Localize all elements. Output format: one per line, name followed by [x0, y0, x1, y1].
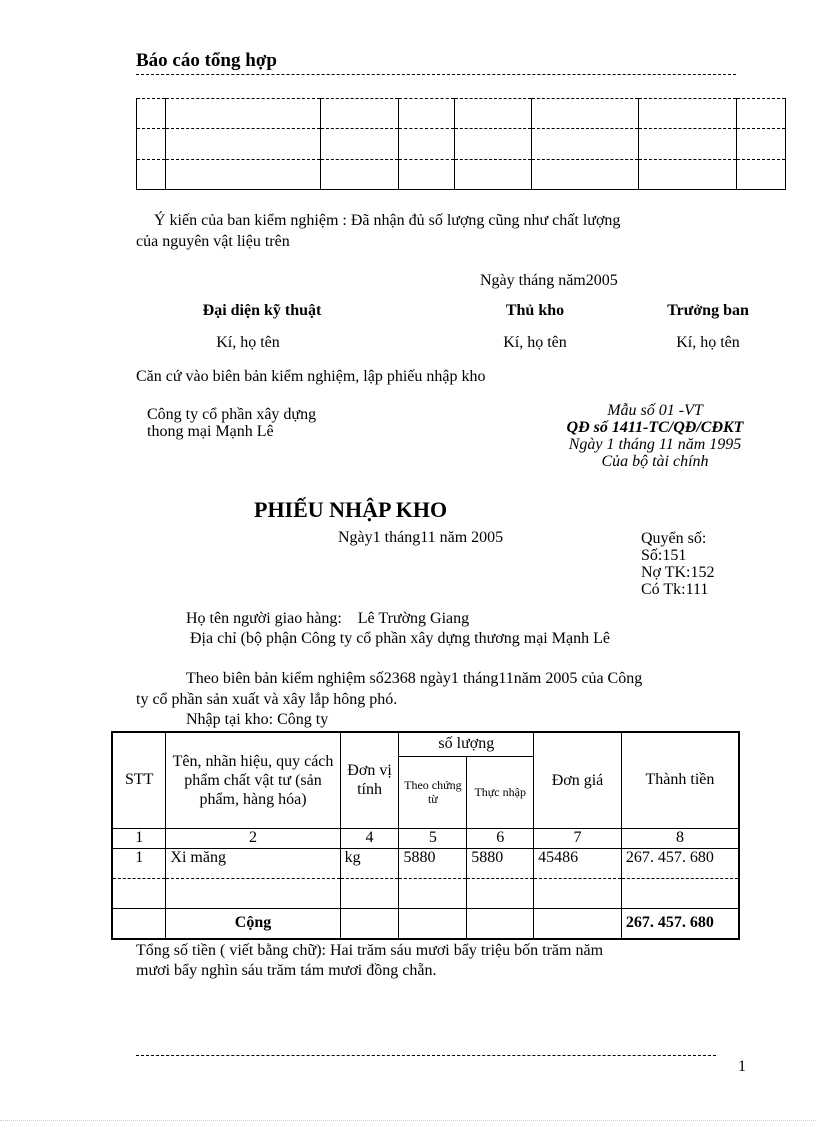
row-price: 45486: [534, 848, 622, 878]
form-number-line-3: Ngày 1 tháng 11 năm 1995: [568, 436, 742, 453]
receipt-title: PHIẾU NHẬP KHO: [254, 497, 448, 522]
header-unit: Đơn vị tính: [340, 732, 399, 828]
company-line-2: thong mại Mạnh Lê: [147, 423, 274, 440]
table-row: [112, 878, 739, 908]
deliverer-name: [186, 608, 469, 629]
col-number: 5: [399, 828, 467, 848]
form-number-line-2: QĐ số 1411-TC/QĐ/CĐKT: [566, 419, 744, 436]
signature-note-technical: Kí, họ tên: [216, 334, 280, 351]
total-label: Cộng: [166, 908, 340, 939]
credit-account: Có Tk:111: [641, 581, 709, 598]
form-number-line-4: Của bộ tài chính: [601, 453, 709, 470]
header-price: Đơn giá: [534, 732, 622, 828]
debit-account: Nợ TK:152: [641, 564, 715, 581]
header-actual: Thực nhập: [467, 756, 534, 828]
date-line: Ngày tháng năm2005: [480, 272, 618, 289]
opinion-line-1: Ý kiến của ban kiểm nghiệm : Đã nhận đủ số lượng cũng như chất lượng: [154, 212, 621, 229]
deliverer-name-value: Lê Trường Giang: [357, 610, 470, 627]
receipt-table: [111, 731, 740, 940]
header-stt: STT: [112, 732, 166, 828]
header-amount: Thành tiền: [621, 732, 739, 828]
receipt-date: Ngày1 tháng11 năm 2005: [338, 529, 504, 546]
row-stt: 1: [112, 848, 166, 878]
table-row: [137, 129, 786, 159]
row-by-document: 5880: [399, 848, 467, 878]
col-number: 1: [112, 828, 166, 848]
footer-divider: [136, 1055, 716, 1056]
company-name: [147, 406, 316, 440]
row-name: Xi măng: [166, 848, 340, 878]
col-number: 2: [166, 828, 340, 848]
header-by-document: Theo chứng từ: [399, 756, 467, 828]
basis-text: Căn cứ vào biên bản kiểm nghiệm, lập phiếu nhập kho: [136, 368, 486, 385]
row-amount: 267. 457. 680: [621, 848, 739, 878]
amount-words-line-1: Tổng số tiền ( viết bằng chữ): Hai trăm sáu mươi bẩy triệu bốn trăm năm: [136, 942, 604, 959]
row-actual: 5880: [467, 848, 534, 878]
deliverer-name-label: Họ tên người giao hàng:: [186, 610, 342, 627]
col-number: 7: [534, 828, 622, 848]
total-amount: 267. 457. 680: [621, 908, 739, 939]
header-divider: [136, 74, 736, 75]
reference-line-2: ty cổ phần sản xuất và xây lắp hông phó.: [136, 691, 398, 708]
header-item-name: Tên, nhãn hiệu, quy cách phẩm chất vật tư (sản phẩm, hàng hóa): [166, 732, 340, 828]
book-number: Quyển số:: [641, 530, 707, 547]
total-row: [112, 908, 739, 939]
form-number-line-1: Mẫu số 01 -VT: [607, 402, 703, 419]
header-quantity: số lượng: [399, 732, 534, 756]
signature-role-head: Trưởng ban: [667, 302, 749, 319]
row-unit: kg: [340, 848, 399, 878]
page-edge: [0, 1120, 816, 1121]
amount-in-words: [136, 941, 603, 981]
table-row: [112, 848, 739, 878]
warehouse-line: Nhập tại kho: Công ty: [186, 711, 329, 728]
col-number: 8: [621, 828, 739, 848]
col-number: 6: [467, 828, 534, 848]
table-row: [137, 99, 786, 129]
receipt-accounts: [641, 530, 715, 598]
report-title: Báo cáo tổng hợp: [136, 50, 277, 71]
signature-note-storekeeper: Kí, họ tên: [503, 334, 567, 351]
page-number: 1: [738, 1058, 746, 1075]
col-number: 4: [340, 828, 399, 848]
receipt-number: Số:151: [641, 547, 687, 564]
amount-words-line-2: mươi bẩy nghìn sáu trăm tám mươi đồng chẵn.: [136, 962, 437, 979]
signature-role-technical: Đại diện kỹ thuật: [202, 302, 322, 319]
signature-role-storekeeper: Thủ kho: [505, 302, 565, 319]
deliverer-address: Địa chỉ (bộ phận Công ty cổ phần xây dựng thương mại Mạnh Lê: [190, 630, 610, 647]
signature-note-head: Kí, họ tên: [676, 334, 740, 351]
form-number-block: [540, 402, 770, 470]
empty-table: [136, 98, 786, 190]
opinion-line-2: của nguyên vật liệu trên: [136, 233, 290, 250]
reference-line-1: Theo biên bản kiểm nghiệm số2368 ngày1 tháng11năm 2005 của Công: [186, 670, 643, 687]
company-line-1: Công ty cổ phần xây dựng: [147, 406, 317, 423]
table-row: [137, 159, 786, 189]
